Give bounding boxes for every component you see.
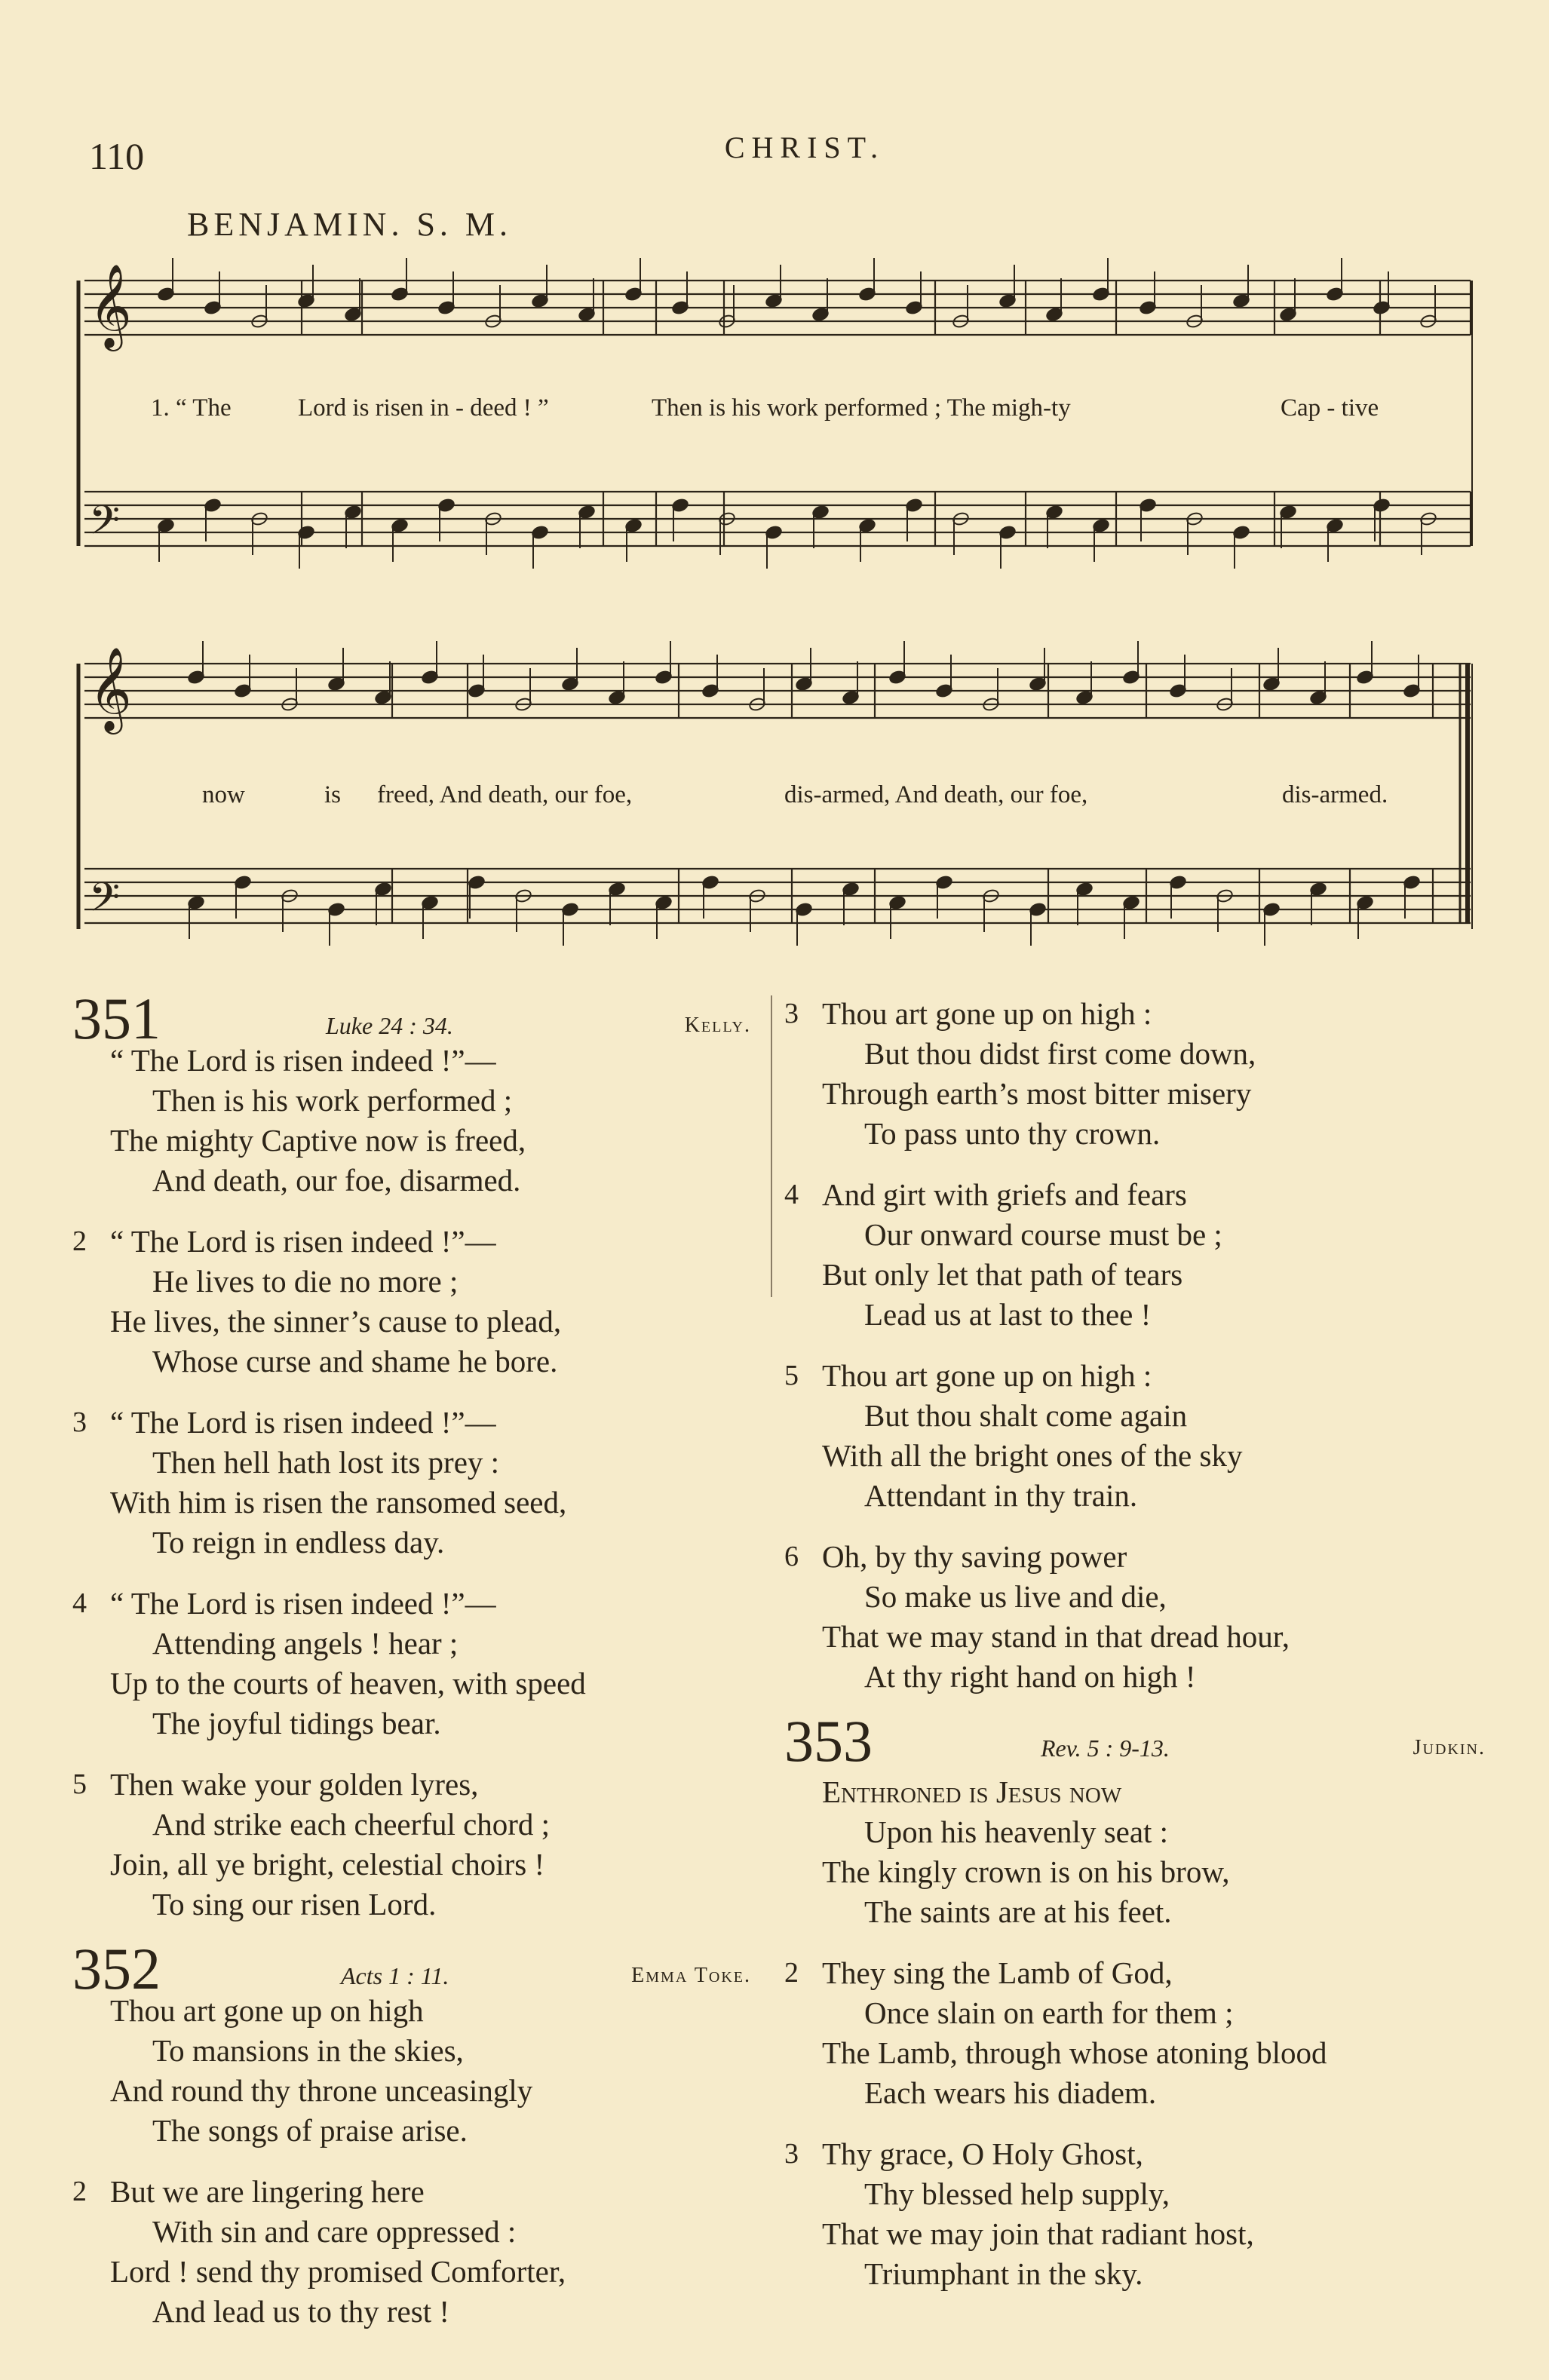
- verse-line: “ The Lord is risen indeed !”—: [110, 1043, 496, 1078]
- stanza-number: 3: [784, 2138, 799, 2170]
- verse-line: Thy grace, O Holy Ghost,: [822, 2136, 1143, 2171]
- hymn-author: Kelly.: [684, 1014, 751, 1037]
- verse-line: But thou shalt come again: [864, 1398, 1188, 1433]
- stanza: [784, 1772, 1478, 1932]
- verse-line: The songs of praise arise.: [152, 2113, 468, 2148]
- bass-clef-icon: 𝄢: [89, 875, 121, 931]
- hymn-number: 353: [784, 1708, 873, 1774]
- stanza: [72, 1041, 751, 1201]
- hymn-351: [72, 986, 751, 1925]
- verse-line: But thou didst first come down,: [864, 1036, 1256, 1071]
- verse-line: Through earth’s most bitter misery: [822, 1076, 1252, 1111]
- verse-line: And death, our foe, disarmed.: [152, 1163, 521, 1198]
- scripture-reference: Acts 1 : 11.: [341, 1962, 449, 1989]
- stanza: [784, 1175, 1478, 1335]
- verse-line: Thy blessed help supply,: [864, 2176, 1170, 2211]
- verse-line: “ The Lord is risen indeed !”—: [110, 1586, 496, 1621]
- hymn-352: [72, 1936, 751, 2332]
- verse-line: He lives to die no more ;: [152, 1264, 459, 1299]
- lyric-s1-b: Lord is risen in - deed ! ”: [298, 394, 549, 422]
- page-number: 110: [89, 135, 145, 177]
- lyric-s2-a: now: [202, 781, 245, 808]
- stanza: [72, 1991, 751, 2151]
- bass-clef-icon: 𝄢: [89, 498, 121, 554]
- tune-title: BENJAMIN. S. M.: [187, 206, 513, 243]
- verse-line: Oh, by thy saving power: [822, 1539, 1127, 1574]
- verse-line: Whose curse and shame he bore.: [152, 1344, 558, 1379]
- treble-clef-icon: 𝄞: [89, 263, 132, 348]
- stanza-number: 2: [72, 1225, 87, 1257]
- verse-line: But we are lingering here: [110, 2174, 425, 2209]
- verse-line: And girt with griefs and fears: [822, 1177, 1187, 1212]
- verse-line: With him is risen the ransomed seed,: [110, 1485, 567, 1520]
- verse-line: Lord ! send thy promised Comforter,: [110, 2254, 566, 2289]
- running-title: CHRIST.: [724, 130, 885, 164]
- stanza: [72, 2172, 751, 2332]
- stanza: [72, 1584, 751, 1744]
- verse-line: The kingly crown is on his brow,: [822, 1854, 1230, 1889]
- right-column: [784, 994, 1486, 2315]
- verse-line: To reign in endless day.: [152, 1525, 445, 1560]
- stanza: [784, 1356, 1478, 1516]
- verse-line: With sin and care oppressed :: [152, 2214, 517, 2249]
- stanza: [784, 1537, 1478, 1697]
- lyric-s2-e: dis-armed.: [1282, 781, 1388, 808]
- stanza-number: 5: [784, 1360, 799, 1391]
- stanza-number: 2: [72, 2176, 87, 2207]
- column-divider: [771, 995, 772, 1297]
- verse-line: Thou art gone up on high: [110, 1993, 424, 2028]
- verse-line: Then hell hath lost its prey :: [152, 1445, 500, 1480]
- verse-line: Our onward course must be ;: [864, 1217, 1222, 1252]
- verse-line: “ The Lord is risen indeed !”—: [110, 1224, 496, 1259]
- verse-line: Triumphant in the sky.: [864, 2256, 1143, 2291]
- verse-line: That we may join that radiant host,: [822, 2216, 1254, 2251]
- music-score: [0, 0, 1549, 973]
- left-column: [72, 986, 751, 2353]
- lyric-s2-d: dis-armed, And death, our foe,: [784, 781, 1088, 808]
- verse-line: Attending angels ! hear ;: [152, 1626, 459, 1661]
- stanza: [784, 1953, 1478, 2113]
- verse-line: Attendant in thy train.: [864, 1478, 1138, 1513]
- verse-line: “ The Lord is risen indeed !”—: [110, 1405, 496, 1440]
- verse-line: But only let that path of tears: [822, 1257, 1183, 1292]
- hymn-353: [784, 1708, 1486, 2294]
- verse-line: With all the bright ones of the sky: [822, 1438, 1243, 1473]
- verse-line: The mighty Captive now is freed,: [110, 1123, 526, 1158]
- verse-line: Upon his heavenly seat :: [864, 1814, 1169, 1849]
- stanza-number: 4: [784, 1179, 799, 1210]
- verse-line: The Lamb, through whose atoning blood: [822, 2035, 1327, 2070]
- verse-line: Once slain on earth for them ;: [864, 1995, 1234, 2030]
- stanza-number: 3: [72, 1406, 87, 1438]
- verse-line: So make us live and die,: [864, 1579, 1167, 1614]
- hymn-author: Emma Toke.: [631, 1964, 751, 1987]
- verse-line: Each wears his diadem.: [864, 2075, 1157, 2110]
- verse-line: To sing our risen Lord.: [152, 1887, 437, 1921]
- lyric-s2-b: is: [324, 781, 342, 808]
- verse-line: That we may stand in that dread hour,: [822, 1619, 1290, 1654]
- verse-line: To mansions in the skies,: [152, 2033, 464, 2068]
- lyric-s1-c: Then is his work performed ; The migh-ty: [652, 394, 1071, 422]
- scripture-reference: Rev. 5 : 9-13.: [1041, 1734, 1170, 1762]
- verse-line: Thou art gone up on high :: [822, 1358, 1152, 1393]
- lyric-s2-c: freed, And death, our foe,: [377, 781, 633, 808]
- verse-line: Join, all ye bright, celestial choirs !: [110, 1847, 545, 1882]
- verse-line: Then is his work performed ;: [152, 1083, 513, 1118]
- stanza: [72, 1765, 751, 1925]
- verse-line: Then wake your golden lyres,: [110, 1767, 479, 1802]
- treble-clef-icon: 𝄞: [89, 646, 132, 731]
- verse-line: He lives, the sinner’s cause to plead,: [110, 1304, 562, 1339]
- lyric-s1-a: 1. “ The: [151, 394, 232, 422]
- verse-line: At thy right hand on high !: [864, 1659, 1196, 1694]
- verse-line: Up to the courts of heaven, with speed: [110, 1666, 586, 1701]
- stanza-number: 5: [72, 1768, 87, 1800]
- stanza-number: 6: [784, 1541, 799, 1572]
- verse-line: Enthroned is Jesus now: [822, 1774, 1122, 1809]
- lyric-s1-d: Cap - tive: [1281, 394, 1379, 422]
- verse-line: They sing the Lamb of God,: [822, 1955, 1173, 1990]
- stanza: [72, 1403, 751, 1563]
- hymn-number: 351: [72, 986, 161, 1051]
- verse-line: Thou art gone up on high :: [822, 996, 1152, 1031]
- verse-line: And lead us to thy rest !: [152, 2294, 449, 2329]
- verse-line: To pass unto thy crown.: [864, 1116, 1161, 1151]
- scripture-reference: Luke 24 : 34.: [326, 1012, 453, 1039]
- stanza: [784, 2134, 1478, 2294]
- hymn-number: 352: [72, 1936, 161, 2001]
- verse-line: And strike each cheerful chord ;: [152, 1807, 551, 1842]
- stanza-number: 2: [784, 1957, 799, 1989]
- verse-line: Lead us at last to thee !: [864, 1297, 1152, 1332]
- stanza: [72, 1222, 751, 1382]
- verse-line: And round thy throne unceasingly: [110, 2073, 533, 2108]
- hymn-author: Judkin.: [1413, 1736, 1486, 1759]
- verse-line: The saints are at his feet.: [864, 1894, 1172, 1929]
- stanza: [784, 994, 1478, 1154]
- stanza-number: 3: [784, 998, 799, 1029]
- verse-line: The joyful tidings bear.: [152, 1706, 441, 1741]
- stanza-number: 4: [72, 1587, 87, 1619]
